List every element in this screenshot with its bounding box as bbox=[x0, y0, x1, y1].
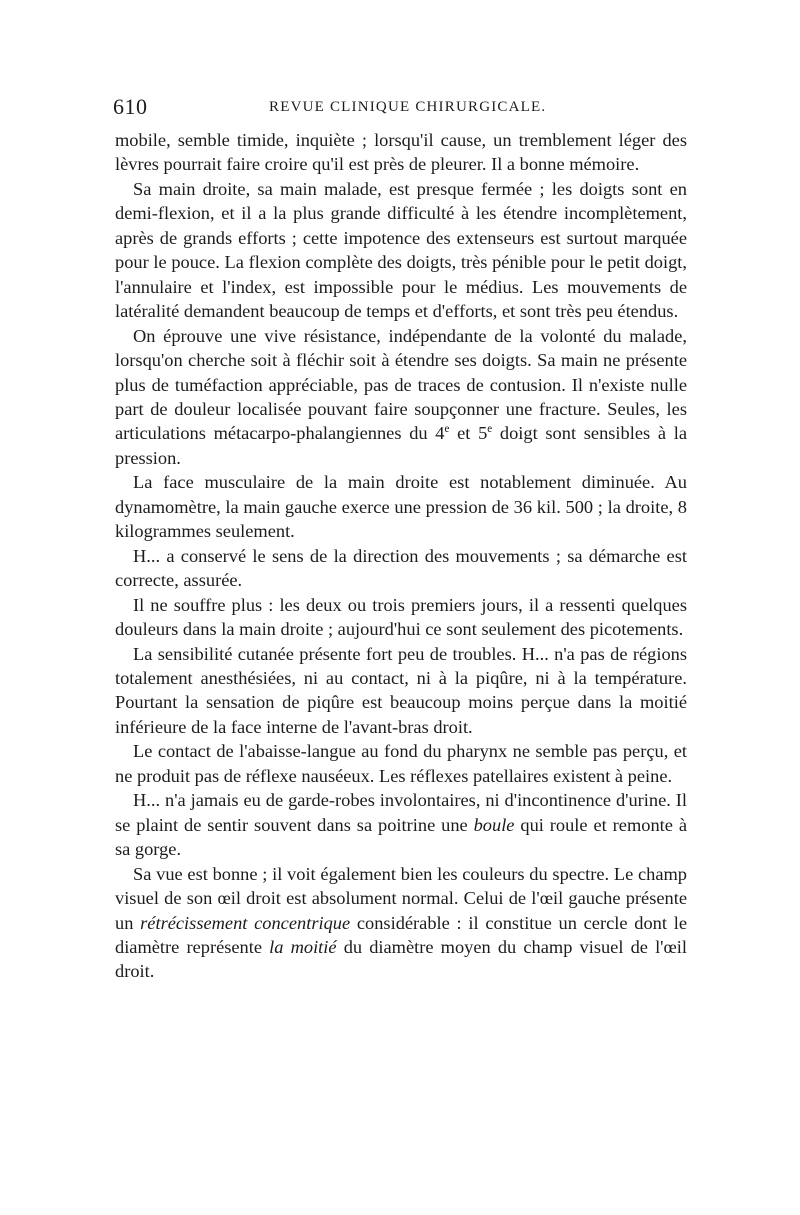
paragraph: La face musculaire de la main droite est notablement diminuée. Au dynamomètre, la main gauche exerce une pression de 36 kil. 500 ; la droite, 8 kilogrammes seulement. bbox=[115, 472, 687, 542]
paragraph-text: qui roule et remonte à sa gorge. bbox=[115, 814, 687, 860]
italic-term: boule bbox=[473, 814, 515, 835]
finger-number: 4 bbox=[435, 423, 445, 444]
paragraph-text: On éprouve une vive résistance, indépendante de la volonté du malade, lorsqu'on cherche soit à fléchir soit à étendre ses doigts. Sa main ne présente plus de tuméfaction appréciable, pas de traces de contusion. Il n'existe nulle part de douleur localisée pouvant faire soupçonner une fracture. Seules, les articulations métacarpo-phalangiennes du bbox=[115, 325, 687, 444]
paragraph-text: doigt sont sensibles à la pression. bbox=[115, 423, 687, 468]
paragraph bbox=[115, 788, 687, 861]
paragraph: La sensibilité cutanée présente fort peu de troubles. H... n'a pas de régions totalement anesthésiées, ni au contact, ni à la piqûre, ni à la température. Pourtant la sensation de piqûre est beaucoup moins perçue dans la moitié inférieure de la face interne de l'avant-bras droit. bbox=[115, 643, 687, 737]
paragraph-text: H... n'a jamais eu de garde-robes involontaires, ni d'incontinence d'urine. Il se plaint de sentir souvent dans sa poitrine une bbox=[115, 790, 687, 835]
paragraph-text: considérable : il constitue un cercle dont le diamètre représente bbox=[115, 912, 687, 957]
paragraph-text: du diamètre moyen du champ visuel de l'œil droit. bbox=[115, 936, 687, 982]
running-title: REVUE CLINIQUE CHIRURGICALE. bbox=[269, 99, 547, 115]
paragraph: H... a conservé le sens de la direction des mouvements ; sa démarche est correcte, assurée. bbox=[115, 545, 687, 591]
superscript: e bbox=[487, 423, 493, 436]
paragraph: Le contact de l'abaisse-langue au fond du pharynx ne semble pas perçu, et ne produit pas de réflexe nauséeux. Les réflexes patellaires existent à peine. bbox=[115, 741, 687, 786]
superscript: e bbox=[444, 423, 450, 436]
italic-term: rétrécissement concentrique bbox=[140, 912, 351, 933]
body-text bbox=[115, 128, 687, 984]
page-number: 610 bbox=[113, 94, 148, 119]
page-header bbox=[113, 94, 688, 124]
paragraph bbox=[115, 862, 687, 984]
paragraph: Sa main droite, sa main malade, est presque fermée ; les doigts sont en demi-flexion, et il a la plus grande difficulté à les étendre incomplètement, après de grands efforts ; cette impotence des extenseurs est surtout marquée pour le pouce. La flexion complète des doigts, très pénible pour le petit doigt, l'annulaire et l'index, est impossible pour le médius. Les mouvements de latéralité demandent beaucoup de temps et d'efforts, et sont très peu étendus. bbox=[115, 178, 687, 322]
paragraph-text: Sa vue est bonne ; il voit également bien les couleurs du spectre. Le champ visuel de son œil droit est absolument normal. Celui de l'œil gauche présente un bbox=[115, 863, 687, 933]
paragraph: Il ne souffre plus : les deux ou trois premiers jours, il a ressenti quelques douleurs dans la main droite ; aujourd'hui ce sont seulement des picotements. bbox=[115, 594, 687, 640]
italic-term: la moitié bbox=[269, 936, 337, 957]
finger-number: 5 bbox=[478, 423, 488, 444]
paragraph-text: et bbox=[449, 423, 479, 444]
paragraph: mobile, semble timide, inquiète ; lorsqu'il cause, un tremblement léger des lèvres pourrait faire croire qu'il est près de pleurer. Il a bonne mémoire. bbox=[115, 130, 687, 175]
paragraph bbox=[115, 324, 687, 471]
